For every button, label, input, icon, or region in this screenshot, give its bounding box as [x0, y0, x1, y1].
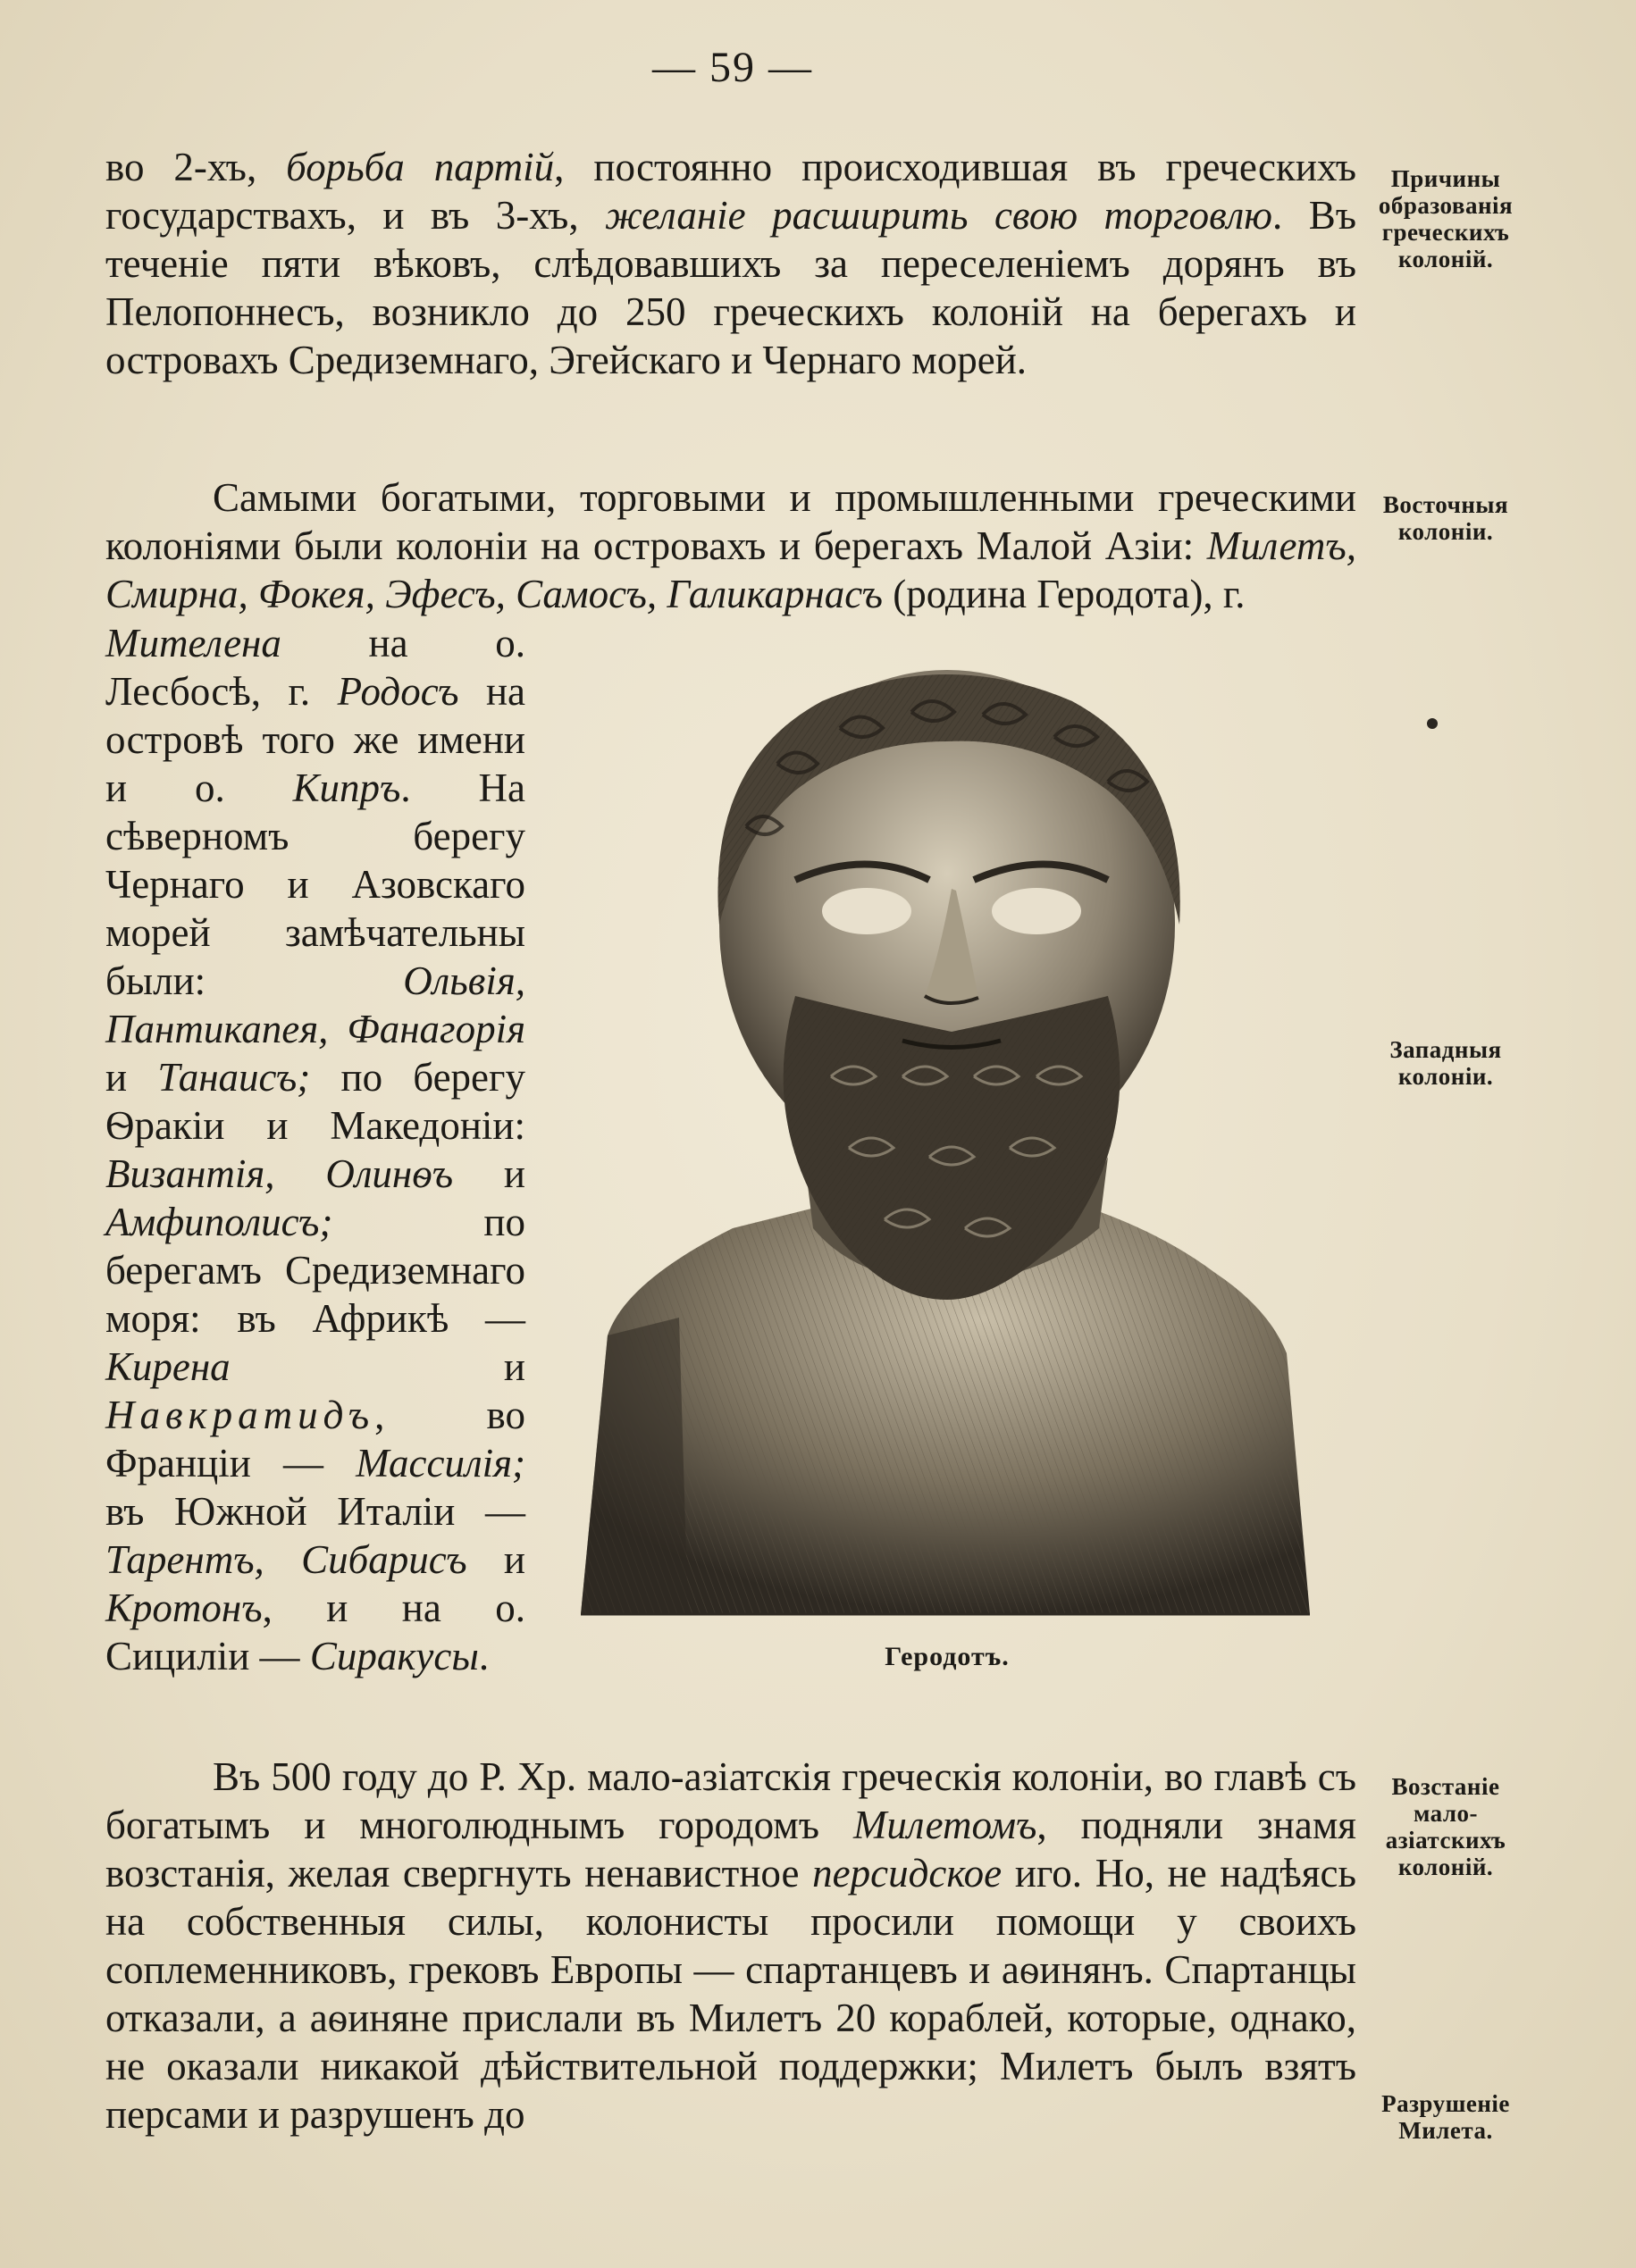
- paragraph-eastern-colonies: [105, 473, 1356, 618]
- text-run: . На сѣверномъ берегу Чернаго и Азовскаго морей замѣчательны были:: [105, 766, 525, 1003]
- emphasis: Сиракусы: [309, 1634, 479, 1678]
- figure-caption: Геродотъ.: [885, 1642, 1010, 1671]
- emphasis: борьба партій: [286, 145, 555, 189]
- emphasis: персидское: [812, 1851, 1003, 1896]
- ink-dot: [1427, 718, 1438, 729]
- marginal-note-western: Западныя колоніи.: [1389, 1036, 1502, 1090]
- text-run: на о. Лесбосѣ, г.: [105, 621, 525, 714]
- text-run: Самыми богатыми, торговыми и промышленными греческими колоніями были колоніи на островахъ и берегахъ Малой Азіи:: [105, 475, 1356, 568]
- text-run: по берегу Ѳракіи и Македоніи:: [105, 1055, 525, 1148]
- paragraph-ionian-revolt: [105, 1753, 1356, 2138]
- marginal-note-eastern: Восточныя колоніи.: [1382, 491, 1509, 545]
- paragraph-colonies-list: [105, 619, 525, 1680]
- emphasis: Кротонъ: [105, 1586, 263, 1630]
- emphasis: Милетомъ: [852, 1803, 1037, 1847]
- text-run: и: [230, 1344, 525, 1389]
- text-run: по берегамъ Средиземнаго моря: въ Африкѣ —: [105, 1200, 525, 1341]
- emphasis: Милетъ, Смирна, Фокея, Эфесъ, Самосъ, Галикарнасъ: [105, 523, 1356, 616]
- text-run: , постоянно происходившая въ греческихъ государствахъ, и въ 3-хъ,: [105, 145, 1356, 238]
- page-number: — 59 —: [652, 44, 813, 91]
- text-run: и: [466, 1537, 525, 1582]
- paragraph-colony-causes: [105, 143, 1356, 384]
- text-run: во 2-хъ,: [105, 145, 287, 189]
- text-run: (родина Геродота), г.: [882, 572, 1246, 616]
- marginal-note-revolt: Возстаніе мало-азіатскихъ колоній.: [1385, 1773, 1506, 1880]
- emphasis: Массилія;: [356, 1441, 525, 1485]
- text-run: на островѣ того же имени и о.: [105, 669, 525, 810]
- marginal-note-miletus: Разрушеніе Милета.: [1381, 2090, 1510, 2144]
- text-run: , во Франціи —: [105, 1393, 525, 1485]
- emphasis: Танаисъ;: [157, 1055, 311, 1100]
- emphasis: Родосъ: [337, 669, 459, 714]
- marginal-note-causes: Причины образованія греческихъ колоній.: [1378, 165, 1514, 272]
- emphasis: Мителена: [105, 621, 281, 665]
- herodotus-bust-illustration: [572, 657, 1319, 1630]
- text-run: иго. Но, не надѣясь на собственныя силы, колонисты просили помощи у своихъ соплеменниковъ, грековъ Европы — спартанцевъ и аѳинянъ. Спартанцы отказали, а аѳиняне прислали въ Милетъ 20 кораблей, которые, однако, не оказали никакой дѣйствительной поддержки; Милетъ былъ взятъ персами и разрушенъ до: [105, 1851, 1356, 2137]
- emphasis: Тарентъ, Сибарисъ: [105, 1537, 467, 1582]
- emphasis: Кипръ: [292, 766, 401, 810]
- emphasis: Навкратидъ: [105, 1393, 375, 1437]
- emphasis: Кирена: [105, 1344, 231, 1389]
- text-run: и: [105, 1055, 158, 1100]
- emphasis: желаніе расширить свою торговлю: [605, 193, 1272, 238]
- text-run: , подняли знамя возстанія, желая свергнуть ненавистное: [105, 1803, 1356, 1896]
- text-run: .: [478, 1634, 490, 1678]
- text-run: , и на о. Сициліи —: [105, 1586, 525, 1678]
- text-run: въ Южной Италіи —: [105, 1489, 525, 1534]
- text-run: и: [453, 1151, 525, 1196]
- text-run: . Въ теченіе пяти вѣковъ, слѣдовавшихъ за переселеніемъ дорянъ въ Пелопоннесъ, возникло до 250 греческихъ колоній на берегахъ и островахъ Средиземнаго, Эгейскаго и Чернаго морей.: [105, 193, 1356, 382]
- emphasis: Ольвія, Пантикапея, Фанагорія: [105, 958, 525, 1051]
- emphasis: Византія, Олинѳъ: [105, 1151, 454, 1196]
- text-run: Въ 500 году до Р. Хр. мало-азіатскія греческія колоніи, во главѣ съ богатымъ и многолюднымъ городомъ: [105, 1754, 1356, 1847]
- emphasis: Амфиполисъ;: [105, 1200, 333, 1244]
